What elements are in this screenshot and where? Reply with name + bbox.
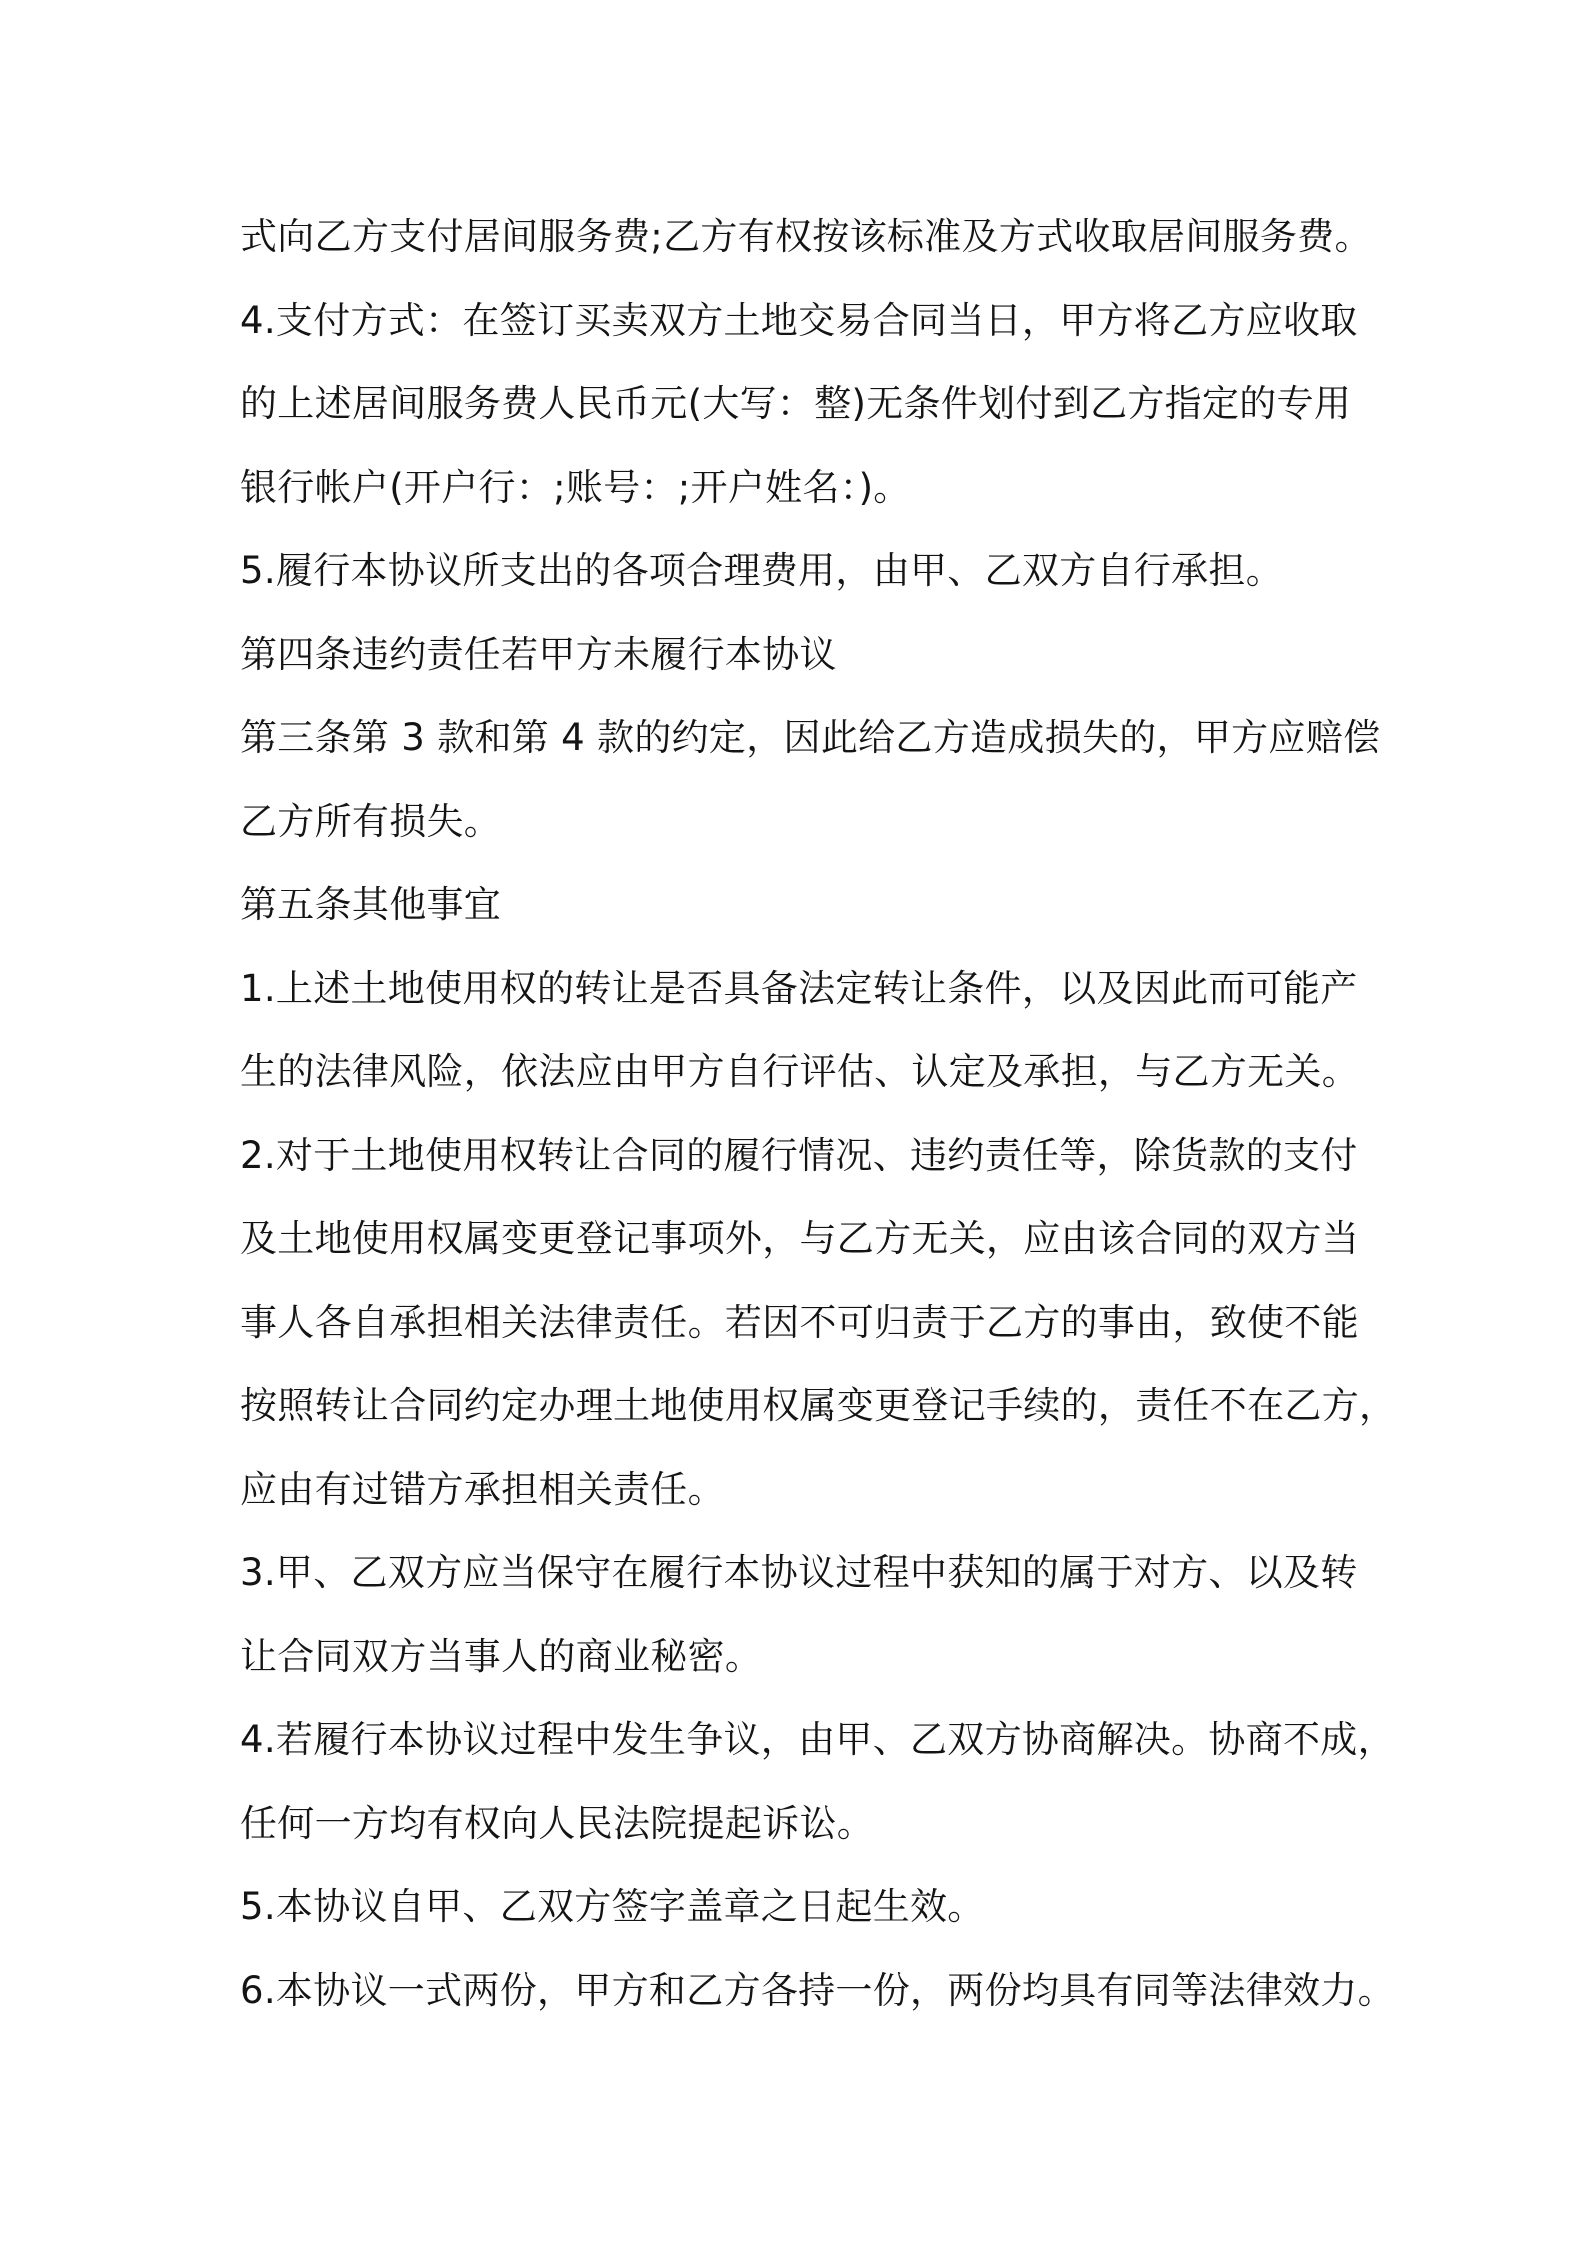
text-line: 1.上述土地使用权的转让是否具备法定转让条件，以及因此而可能产 bbox=[240, 966, 1358, 1010]
text-line: 第三条第 3 款和第 4 款的约定，因此给乙方造成损失的，甲方应赔偿 bbox=[240, 716, 1381, 759]
text-line: 任何一方均有权向人民法院提起诉讼。 bbox=[240, 1801, 875, 1845]
section-heading: 第四条违约责任若甲方未履行本协议 bbox=[240, 632, 837, 676]
text-line: 5.履行本协议所支出的各项合理费用，由甲、乙双方自行承担。 bbox=[240, 549, 1283, 592]
text-line: 4.支付方式：在签订买卖双方土地交易合同当日，甲方将乙方应收取 bbox=[240, 298, 1358, 342]
text-line: 4.若履行本协议过程中发生争议，由甲、乙双方协商解决。协商不成， bbox=[240, 1718, 1395, 1761]
text-line: 3.甲、乙双方应当保守在履行本协议过程中获知的属于对方、以及转 bbox=[240, 1551, 1358, 1594]
text-line: 应由有过错方承担相关责任。 bbox=[240, 1467, 725, 1511]
text-line: 乙方所有损失。 bbox=[240, 799, 502, 843]
text-line: 事人各自承担相关法律责任。若因不可归责于乙方的事由，致使不能 bbox=[240, 1300, 1359, 1344]
text-line: 式向乙方支付居间服务费;乙方有权按该标准及方式收取居间服务费。 bbox=[240, 215, 1372, 258]
text-line: 2.对于土地使用权转让合同的履行情况、违约责任等，除货款的支付 bbox=[240, 1133, 1358, 1177]
text-line: 及土地使用权属变更登记事项外，与乙方无关，应由该合同的双方当 bbox=[240, 1217, 1359, 1260]
text-line: 生的法律风险，依法应由甲方自行评估、认定及承担，与乙方无关。 bbox=[240, 1050, 1359, 1093]
section-heading: 第五条其他事宜 bbox=[240, 883, 502, 926]
text-line: 让合同双方当事人的商业秘密。 bbox=[240, 1634, 763, 1678]
text-line: 的上述居间服务费人民币元(大写：整)无条件划付到乙方指定的专用 bbox=[240, 382, 1352, 425]
text-line: 银行帐户(开户行：;账号：;开户姓名：)。 bbox=[240, 465, 911, 509]
text-line: 5.本协议自甲、乙双方签字盖章之日起生效。 bbox=[240, 1885, 985, 1928]
document-body bbox=[240, 195, 1397, 2032]
text-line: 按照转让合同约定办理土地使用权属变更登记手续的，责任不在乙方， bbox=[240, 1384, 1397, 1427]
text-line: 6.本协议一式两份，甲方和乙方各持一份，两份均具有同等法律效力。 bbox=[240, 1968, 1395, 2012]
